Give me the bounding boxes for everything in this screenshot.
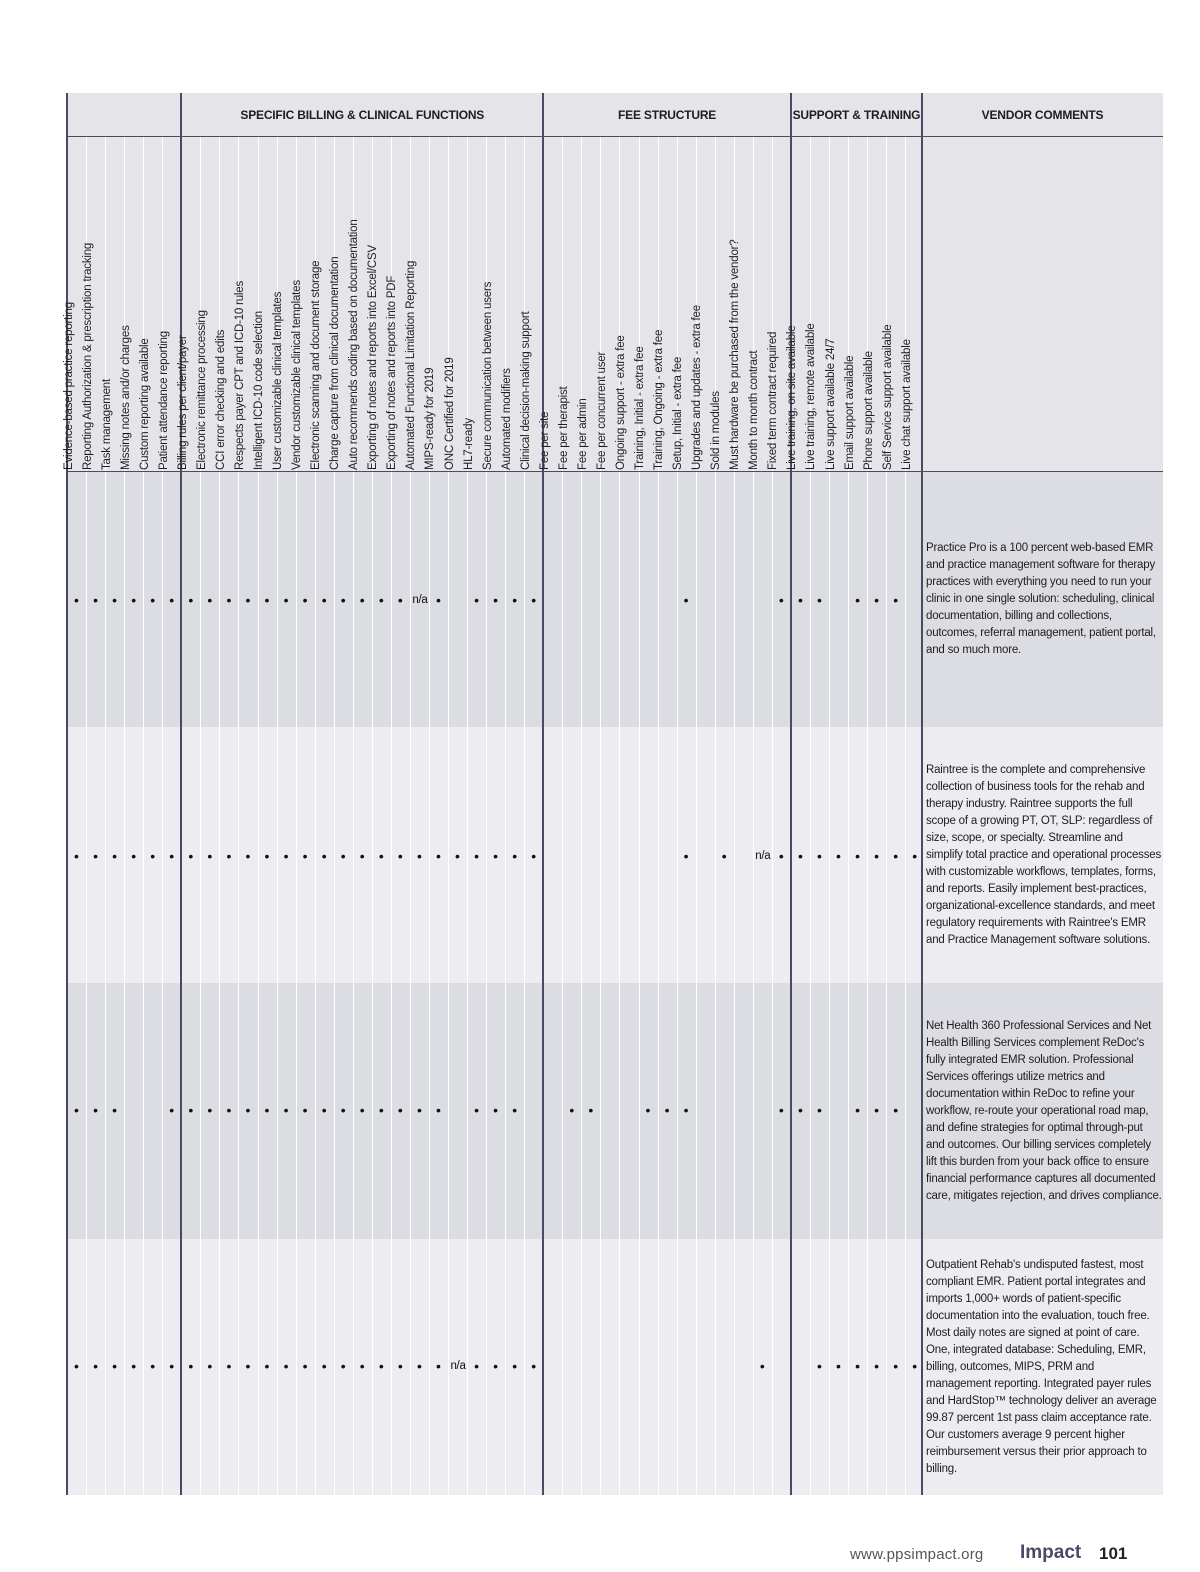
column-header-label: Training, Ongoing - extra fee (653, 329, 666, 470)
cell-check-dot: • (321, 1358, 327, 1374)
cell-check-dot: • (283, 592, 289, 608)
cell-check-dot: • (512, 592, 518, 608)
cell-check-dot: • (188, 848, 194, 864)
column-divider (867, 136, 868, 1495)
cell-check-dot: • (474, 1102, 479, 1118)
column-header-label: Fee per therapist (557, 386, 570, 470)
cell-check-dot: • (855, 1358, 860, 1374)
cell-check-dot: • (874, 1102, 880, 1118)
cell-check-dot: • (169, 1102, 175, 1118)
column-header-label: Live chat support available (900, 339, 913, 470)
column-header-label: Email support available (843, 355, 856, 470)
cell-check-dot: • (836, 848, 841, 864)
vendor-comment: Raintree is the complete and comprehensive collection of business tools for the rehab and therapy industry. Raintree supports the full scope of a growing PT, OT, SLP: regardless of size, scope, or specialty. Streamline and simplify total practice and operational processes with customizable workflows, templates, forms, and reports. Easily implement best-practices, organizational-excellence standards, and meet regulatory requirements with Raintree's EMR and Practice Management software solutions. (926, 763, 1162, 946)
column-divider (715, 136, 716, 1495)
column-header-label: Upgrades and updates - extra fee (691, 305, 704, 470)
cell-check-dot: • (493, 592, 499, 608)
column-header-label: Task management (100, 379, 113, 470)
cell-check-dot: • (359, 1102, 365, 1118)
cell-check-dot: • (645, 1102, 651, 1118)
cell-not-applicable: n/a (450, 1360, 466, 1372)
cell-check-dot: • (474, 848, 479, 864)
cell-check-dot: • (340, 1102, 346, 1118)
cell-check-dot: • (874, 1358, 880, 1374)
cell-check-dot: • (359, 848, 365, 864)
column-header-label: Month to month contract (748, 350, 761, 470)
cell-check-dot: • (169, 848, 175, 864)
cell-check-dot: • (321, 1102, 327, 1118)
cell-check-dot: • (816, 1102, 822, 1118)
cell-check-dot: • (512, 1102, 518, 1118)
column-divider (677, 136, 678, 1495)
column-header-label: Electronic scanning and document storage (310, 260, 323, 470)
cell-check-dot: • (874, 592, 880, 608)
cell-check-dot: • (112, 848, 118, 864)
column-header-label: User customizable clinical templates (272, 291, 285, 470)
column-header-label: Patient attendance reporting (157, 331, 170, 470)
section-divider (790, 93, 792, 1495)
cell-check-dot: • (397, 1358, 403, 1374)
cell-check-dot: • (416, 1358, 422, 1374)
vendor-comment: Net Health 360 Professional Services and Net Health Billing Services complement ReDoc's fully integrated EMR solution. Professional Services offerings utilize metrics and documentation within ReDoc to refine your workflow, re-route your operational road map, and define strategies for optimal through-put and outcomes. Our billing services completely lift this burden from your back office to ensure financial performance captures all documented care, mitigates rejection, and drives compliance. (926, 1019, 1162, 1202)
cell-check-dot: • (493, 1358, 499, 1374)
cell-check-dot: • (264, 1102, 270, 1118)
cell-check-dot: • (435, 1102, 441, 1118)
column-header-label: CCI error checking and edits (214, 329, 227, 470)
footer-url[interactable]: www.ppsimpact.org (850, 1546, 984, 1563)
column-header-label: Fixed term contract required (767, 331, 780, 470)
column-header-label: Evidence-based practice reporting (62, 302, 75, 470)
column-header-label: Fee per site (538, 411, 551, 470)
cell-check-dot: • (226, 592, 232, 608)
column-header-label: HL7-ready (462, 418, 475, 470)
column-divider (753, 136, 754, 1495)
column-divider (429, 136, 430, 1495)
column-divider (562, 136, 563, 1495)
cell-check-dot: • (378, 592, 384, 608)
column-header-label: Charge capture from clinical documentation (329, 256, 342, 470)
column-header-label: Custom reporting available (138, 338, 151, 470)
column-divider (505, 136, 506, 1495)
cell-check-dot: • (207, 848, 213, 864)
cell-check-dot: • (588, 1102, 594, 1118)
section-title: FEE STRUCTURE (618, 107, 717, 122)
cell-check-dot: • (169, 592, 175, 608)
section-divider (921, 93, 923, 1495)
cell-check-dot: • (302, 1102, 308, 1118)
cell-check-dot: • (93, 1102, 98, 1118)
cell-check-dot: • (112, 592, 118, 608)
cell-check-dot: • (512, 1358, 518, 1374)
column-header-label: Electronic remittance processing (195, 310, 208, 470)
column-divider (600, 136, 601, 1495)
section-title (67, 93, 181, 136)
cell-check-dot: • (112, 1102, 118, 1118)
cell-not-applicable: n/a (755, 850, 771, 862)
column-header-label: Phone support available (862, 351, 875, 470)
cell-check-dot: • (93, 1358, 98, 1374)
cell-check-dot: • (188, 1102, 194, 1118)
cell-check-dot: • (378, 1102, 384, 1118)
cell-check-dot: • (93, 592, 98, 608)
cell-check-dot: • (816, 592, 822, 608)
cell-check-dot: • (474, 1358, 479, 1374)
cell-check-dot: • (378, 848, 384, 864)
cell-check-dot: • (512, 848, 518, 864)
column-divider (448, 136, 449, 1495)
cell-check-dot: • (283, 1102, 289, 1118)
column-divider (848, 136, 849, 1495)
cell-check-dot: • (397, 848, 403, 864)
section-title: SPECIFIC BILLING & CLINICAL FUNCTIONS (240, 107, 485, 122)
section-title: SUPPORT & TRAINING (792, 107, 921, 122)
cell-check-dot: • (340, 592, 346, 608)
cell-check-dot: • (912, 1358, 918, 1374)
cell-check-dot: • (226, 1358, 232, 1374)
cell-check-dot: • (778, 592, 784, 608)
cell-check-dot: • (340, 1358, 346, 1374)
column-header-label: Ongoing support - extra fee (614, 335, 627, 470)
column-header-label: Training, Initial - extra fee (634, 346, 646, 470)
column-divider (105, 136, 106, 1495)
cell-check-dot: • (169, 1358, 175, 1374)
cell-check-dot: • (683, 848, 689, 864)
column-header-label: Automated Functional Limitation Reporting (405, 260, 418, 470)
cell-check-dot: • (264, 592, 270, 608)
header-rule (67, 471, 1163, 472)
cell-check-dot: • (855, 1102, 860, 1118)
column-header-label: Exporting of notes and reports into Excel/CSV (367, 245, 380, 470)
cell-check-dot: • (188, 1358, 194, 1374)
cell-check-dot: • (207, 1358, 213, 1374)
cell-check-dot: • (131, 1358, 137, 1374)
cell-check-dot: • (74, 592, 79, 608)
cell-check-dot: • (816, 1358, 822, 1374)
column-header-label: Auto recommends coding based on documentation (348, 219, 361, 470)
cell-check-dot: • (455, 848, 460, 864)
cell-check-dot: • (893, 848, 899, 864)
cell-check-dot: • (74, 848, 79, 864)
column-header-label: ONC Certified for 2019 (443, 357, 456, 470)
cell-check-dot: • (493, 848, 499, 864)
cell-check-dot: • (531, 592, 537, 608)
cell-check-dot: • (569, 1102, 575, 1118)
column-header-label: Setup, Initial - extra fee (672, 356, 685, 470)
column-header-label: Clinical decision-making support (519, 311, 532, 470)
column-header-label: Sold in modules (710, 391, 723, 470)
cell-check-dot: • (855, 592, 860, 608)
column-header-label: Live support available 24/7 (824, 338, 837, 470)
column-divider (639, 136, 640, 1495)
cell-check-dot: • (435, 1358, 441, 1374)
column-header-label: Automated modifiers (500, 368, 513, 470)
cell-check-dot: • (302, 592, 308, 608)
cell-check-dot: • (321, 592, 327, 608)
column-header-label: Reporting Authorization & prescription tracking (81, 242, 94, 470)
cell-check-dot: • (893, 1358, 899, 1374)
column-divider (581, 136, 582, 1495)
footer-brand: Impact (1020, 1542, 1082, 1563)
cell-check-dot: • (893, 1102, 899, 1118)
cell-check-dot: • (912, 848, 918, 864)
cell-check-dot: • (416, 1102, 422, 1118)
cell-check-dot: • (302, 1358, 308, 1374)
cell-check-dot: • (797, 848, 803, 864)
header-rule (67, 136, 1163, 137)
cell-check-dot: • (131, 592, 137, 608)
section-title: VENDOR COMMENTS (981, 107, 1104, 122)
vendor-comment: Practice Pro is a 100 percent web-based EMR and practice management software for therapy practices with everything you need to run your clinic in one single solution: scheduling, clinical documentation, billing and collections, outcomes, referral management, patient portal, and so much more. (926, 541, 1156, 656)
cell-check-dot: • (778, 848, 784, 864)
cell-check-dot: • (778, 1102, 784, 1118)
column-header-label: Secure communication between users (481, 281, 494, 470)
cell-check-dot: • (797, 592, 803, 608)
cell-check-dot: • (359, 1358, 365, 1374)
cell-check-dot: • (207, 592, 213, 608)
cell-check-dot: • (264, 1358, 270, 1374)
column-header-label: Exporting of notes and reports into PDF (386, 275, 399, 470)
cell-check-dot: • (531, 1358, 537, 1374)
cell-check-dot: • (855, 848, 860, 864)
cell-check-dot: • (797, 1102, 803, 1118)
cell-check-dot: • (721, 848, 727, 864)
cell-check-dot: • (245, 592, 251, 608)
column-header-label: Missing notes and/or charges (119, 325, 132, 470)
cell-check-dot: • (264, 848, 270, 864)
cell-check-dot: • (493, 1102, 499, 1118)
cell-check-dot: • (874, 848, 880, 864)
column-divider (467, 136, 468, 1495)
cell-check-dot: • (397, 592, 403, 608)
cell-check-dot: • (226, 848, 232, 864)
cell-check-dot: • (416, 848, 422, 864)
cell-check-dot: • (283, 848, 289, 864)
cell-check-dot: • (150, 592, 156, 608)
cell-check-dot: • (359, 592, 365, 608)
cell-check-dot: • (283, 1358, 289, 1374)
cell-check-dot: • (207, 1102, 213, 1118)
column-header-label: Live training, remote available (805, 323, 818, 470)
cell-check-dot: • (93, 848, 98, 864)
cell-check-dot: • (150, 848, 156, 864)
cell-check-dot: • (340, 848, 346, 864)
cell-check-dot: • (397, 1102, 403, 1118)
cell-check-dot: • (112, 1358, 118, 1374)
cell-check-dot: • (836, 1358, 841, 1374)
cell-check-dot: • (664, 1102, 670, 1118)
cell-not-applicable: n/a (412, 594, 428, 606)
cell-check-dot: • (321, 848, 327, 864)
vendor-comment: Outpatient Rehab's undisputed fastest, most compliant EMR. Patient portal integrates and imports 1,000+ words of patient-specific documentation into the evaluation, touch free. Most daily notes are signed at point of care. One, integrated database: Scheduling, EMR, billing, outcomes, MIPS, PRM and management reporting. Integrated payer rules and HardStop™ technology deliver an average 99.87 percent 1st pass claim acceptance rate. Our customers average 9 percent higher reimbursement versus their prior approach to billing. (926, 1258, 1157, 1475)
cell-check-dot: • (474, 592, 479, 608)
column-header-label: Respects payer CPT and ICD-10 rules (233, 280, 246, 470)
column-header-label: Vendor customizable clinical templates (291, 280, 304, 470)
column-header-label: MIPS-ready for 2019 (424, 367, 437, 470)
cell-check-dot: • (683, 592, 689, 608)
section-divider (542, 93, 544, 1495)
cell-check-dot: • (759, 1358, 765, 1374)
column-header-label: Self Service support available (881, 324, 894, 470)
section-divider (180, 93, 182, 1495)
cell-check-dot: • (683, 1102, 689, 1118)
cell-check-dot: • (302, 848, 308, 864)
cell-check-dot: • (245, 1358, 251, 1374)
cell-check-dot: • (150, 1358, 156, 1374)
cell-check-dot: • (74, 1102, 79, 1118)
cell-check-dot: • (531, 848, 537, 864)
cell-check-dot: • (188, 592, 194, 608)
column-header-label: Must hardware be purchased from the vendor? (729, 239, 742, 470)
column-header-label: Intelligent ICD-10 code selection (253, 311, 265, 470)
cell-check-dot: • (816, 848, 822, 864)
cell-check-dot: • (435, 848, 441, 864)
cell-check-dot: • (245, 848, 251, 864)
cell-check-dot: • (74, 1358, 79, 1374)
cell-check-dot: • (378, 1358, 384, 1374)
cell-check-dot: • (226, 1102, 232, 1118)
footer-page-number: 101 (1099, 1544, 1128, 1563)
column-header-label: Live training, on site available (786, 325, 799, 470)
cell-check-dot: • (893, 592, 899, 608)
cell-check-dot: • (245, 1102, 251, 1118)
cell-check-dot: • (435, 592, 441, 608)
column-header-label: Billing rules per client/payer (176, 335, 189, 470)
column-header-label: Fee per concurrent user (595, 351, 608, 470)
column-header-label: Fee per admin (576, 398, 589, 470)
cell-check-dot: • (131, 848, 137, 864)
